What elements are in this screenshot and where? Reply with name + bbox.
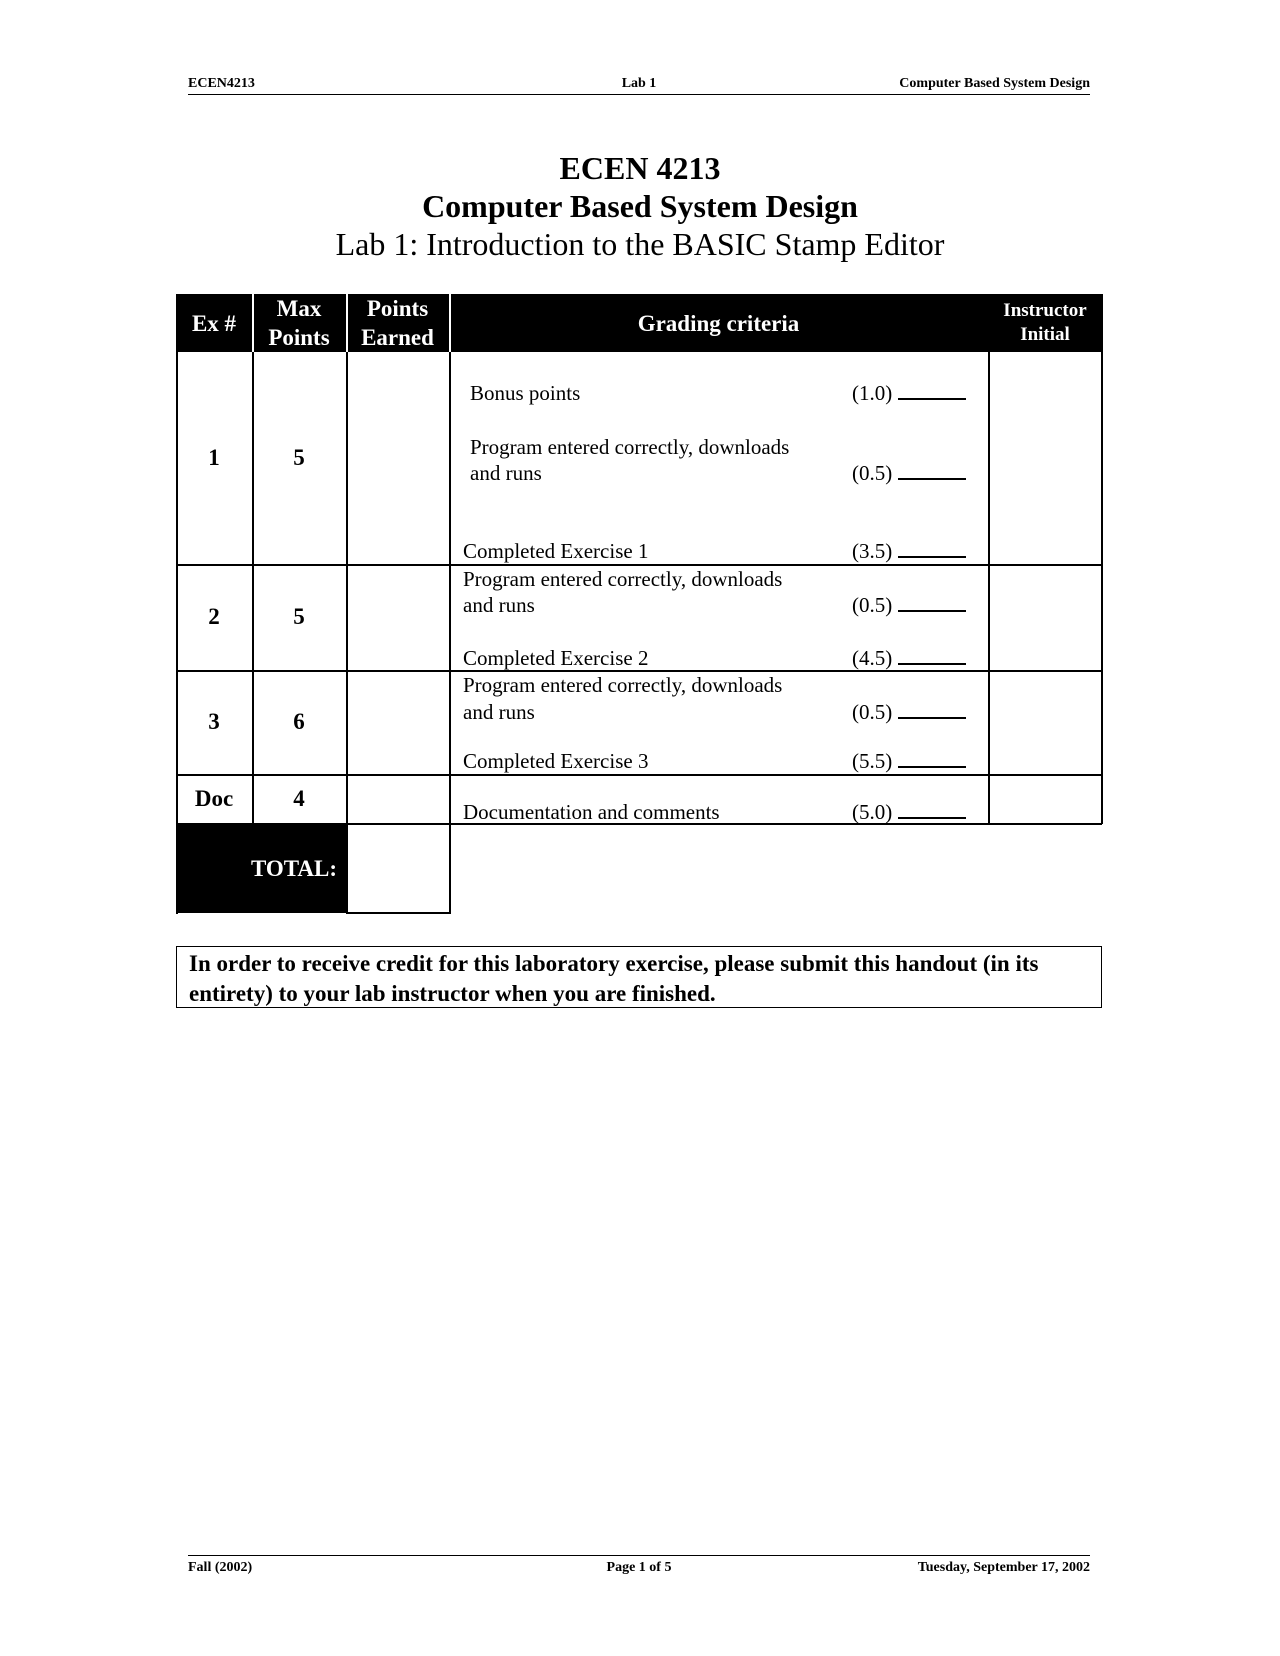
submission-notice: In order to receive credit for this laboratory exercise, please submit this handout (in its entirety) to your lab instructor when you are finished. xyxy=(176,946,1102,1008)
row1-criteria-1-blank[interactable] xyxy=(898,380,966,400)
row-doc-criteria-1-blank[interactable] xyxy=(898,799,966,819)
header-criteria-label: Grading criteria xyxy=(637,310,800,336)
header-right: Computer Based System Design xyxy=(899,76,1090,91)
row3-criteria-2: Completed Exercise 3 xyxy=(463,749,649,773)
row2-ex: 2 xyxy=(208,604,220,629)
row-doc-criteria-1: Documentation and comments xyxy=(463,800,720,824)
course-name: Computer Based System Design xyxy=(422,188,858,224)
row2-instructor-field[interactable] xyxy=(988,564,1102,670)
row2-criteria-1-line2: and runs xyxy=(463,593,535,617)
header-ex-label: Ex # xyxy=(191,310,237,336)
lab-title: Lab 1: Introduction to the BASIC Stamp Editor xyxy=(335,226,945,262)
header-instr-line2: Initial xyxy=(1020,324,1070,345)
row3-criteria-1-blank[interactable] xyxy=(898,699,966,719)
row1-earned-field[interactable] xyxy=(346,352,449,564)
row-doc-instructor-field[interactable] xyxy=(988,774,1102,823)
row3-criteria-2-points xyxy=(852,748,966,774)
header-max-line2: Points xyxy=(268,325,330,350)
row3-criteria-1-line1: Program entered correctly, downloads xyxy=(463,673,783,697)
row1-criteria-2-line2: and runs xyxy=(470,461,542,485)
header-max-line1: Max xyxy=(276,296,322,321)
row-doc-criteria-1-points xyxy=(852,799,966,825)
total-label-cell xyxy=(176,824,347,913)
row3-criteria-1-value: (0.5) xyxy=(852,700,893,724)
row3-instructor-field[interactable] xyxy=(988,670,1102,774)
row1-criteria-2-line1: Program entered correctly, downloads xyxy=(470,435,790,459)
row-doc-ex: Doc xyxy=(194,785,234,811)
grading-table xyxy=(176,294,1102,914)
row2-criteria-1-blank[interactable] xyxy=(898,592,966,612)
row3-earned-field[interactable] xyxy=(346,670,449,774)
row3-criteria-2-value: (5.5) xyxy=(852,749,893,773)
page-header xyxy=(188,76,1090,95)
header-grading-criteria xyxy=(449,294,988,352)
row3-criteria-1-points xyxy=(852,699,966,725)
total-label: TOTAL: xyxy=(250,855,337,881)
course-title: ECEN 4213 xyxy=(559,150,721,186)
row3-ex: 3 xyxy=(208,709,220,734)
header-earned-line1: Points xyxy=(366,296,429,321)
row-doc-criteria-1-value: (5.0) xyxy=(852,800,893,824)
row2-criteria-1-points xyxy=(852,592,966,618)
row3-criteria-1-line2: and runs xyxy=(463,700,535,724)
row2-criteria-2: Completed Exercise 2 xyxy=(463,646,649,670)
header-left: ECEN4213 xyxy=(188,76,255,91)
header-ex xyxy=(176,294,252,352)
row1-ex: 1 xyxy=(208,445,220,470)
header-center: Lab 1 xyxy=(621,76,657,91)
row2-criteria-1-line1: Program entered correctly, downloads xyxy=(463,567,783,591)
row1-criteria-3-blank[interactable] xyxy=(898,538,966,558)
header-earned-line2: Earned xyxy=(361,325,434,350)
row1-criteria-2-value: (0.5) xyxy=(852,461,893,485)
row2-criteria-2-value: (4.5) xyxy=(852,646,893,670)
row1-criteria-1-value: (1.0) xyxy=(852,381,893,405)
header-points-earned xyxy=(346,294,449,352)
row2-max: 5 xyxy=(293,604,305,629)
row-doc-max: 4 xyxy=(293,785,305,811)
row1-instructor-field[interactable] xyxy=(988,352,1102,564)
row3-criteria-2-blank[interactable] xyxy=(898,748,966,768)
row1-criteria-3-value: (3.5) xyxy=(852,539,893,563)
row1-criteria-2-blank[interactable] xyxy=(898,460,966,480)
header-max-points xyxy=(252,294,346,352)
page-footer xyxy=(188,1555,1090,1578)
row1-criteria-3: Completed Exercise 1 xyxy=(463,539,649,563)
row1-max: 5 xyxy=(293,445,305,470)
row1-criteria-1-points xyxy=(852,380,966,406)
row1-criteria-2-points xyxy=(852,460,966,486)
row2-criteria-1-value: (0.5) xyxy=(852,593,893,617)
row1-criteria-1: Bonus points xyxy=(470,381,581,405)
header-instructor-initial xyxy=(988,294,1102,352)
row2-earned-field[interactable] xyxy=(346,564,449,670)
header-instr-line1: Instructor xyxy=(1003,300,1087,321)
row-doc-earned-field[interactable] xyxy=(346,774,449,823)
total-field[interactable] xyxy=(347,824,449,912)
row2-criteria-2-points xyxy=(852,645,966,671)
row2-criteria-2-blank[interactable] xyxy=(898,645,966,665)
footer-center: Page 1 of 5 xyxy=(606,1560,672,1575)
footer-left: Fall (2002) xyxy=(188,1560,253,1575)
row1-criteria-3-points xyxy=(852,538,966,564)
footer-right: Tuesday, September 17, 2002 xyxy=(917,1560,1090,1575)
row3-max: 6 xyxy=(293,709,305,734)
